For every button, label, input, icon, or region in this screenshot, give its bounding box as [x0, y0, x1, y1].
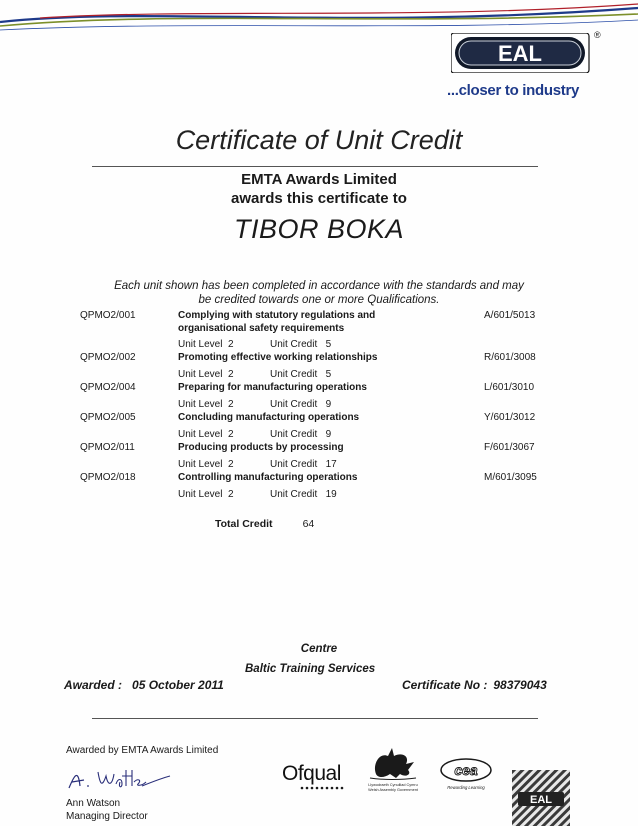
centre-label: Centre: [300, 643, 338, 655]
total-credit-value: 64: [302, 518, 315, 530]
footer-divider: [92, 718, 538, 719]
unit-credit-value: 9: [325, 399, 332, 410]
unit-code: QPMO2/002: [80, 352, 136, 363]
unit-level-value: 2: [228, 489, 234, 500]
unit-credit-value: 17: [325, 459, 337, 470]
unit-title: Controlling manufacturing operations: [178, 472, 358, 483]
title-divider: [92, 166, 538, 167]
unit-credit-label: Unit Credit: [270, 429, 318, 440]
unit-credit: [270, 399, 331, 410]
signature: [66, 762, 176, 796]
unit-credit: [270, 489, 337, 500]
unit-credit: [270, 429, 331, 440]
unit-ref: R/601/3008: [484, 352, 536, 363]
eal-logo: [451, 33, 591, 73]
unit-level-value: 2: [228, 369, 234, 380]
unit-row: [80, 442, 580, 472]
welsh-gov-line-2: Welsh Assembly Government: [368, 788, 418, 792]
unit-title: Producing products by processing: [178, 442, 344, 453]
unit-credit: [270, 339, 331, 350]
unit-credit-label: Unit Credit: [270, 369, 318, 380]
welsh-dragon-logo: [362, 744, 424, 794]
statement-line-2: be credited towards one or more Qualifications.: [198, 294, 440, 306]
issuer-line: awards this certificate to: [231, 190, 407, 207]
unit-title: Preparing for manufacturing operations: [178, 382, 367, 393]
unit-level-value: 2: [228, 399, 234, 410]
cea-logo-text: cea: [454, 762, 478, 778]
awarded-value: 05 October 2011: [132, 678, 224, 692]
units-list: [80, 310, 580, 502]
awarded-label: Awarded :: [64, 678, 123, 692]
unit-row: [80, 310, 580, 352]
unit-level: [178, 369, 234, 380]
unit-credit-value: 5: [325, 339, 332, 350]
signer-name: Ann Watson: [66, 798, 121, 809]
eal-badge-text: EAL: [530, 794, 552, 806]
statement: [0, 279, 638, 307]
unit-credit-label: Unit Credit: [270, 459, 318, 470]
unit-credit-label: Unit Credit: [270, 399, 318, 410]
awarded-date: [64, 678, 224, 692]
unit-code: QPMO2/001: [80, 310, 136, 321]
unit-code: QPMO2/011: [80, 442, 135, 453]
tagline-rest: to industry: [501, 82, 580, 99]
welsh-gov-line-1: Llywodraeth Cynulliad Cymru: [368, 783, 418, 787]
signer: [66, 797, 148, 823]
certificate-number-label: Certificate No :: [402, 678, 488, 692]
unit-credit-value: 5: [325, 369, 332, 380]
unit-credit-value: 19: [325, 489, 337, 500]
unit-level-label: Unit Level: [178, 399, 223, 410]
unit-level-label: Unit Level: [178, 369, 223, 380]
certificate-number: [402, 678, 547, 692]
unit-level-label: Unit Level: [178, 339, 223, 350]
unit-level-value: 2: [228, 429, 234, 440]
unit-ref: A/601/5013: [484, 310, 536, 321]
tagline-closer: closer: [458, 82, 502, 99]
tagline-dots: ...: [447, 82, 459, 99]
ofqual-logo: Ofqual: [282, 762, 341, 785]
issuer-block: [0, 170, 638, 208]
signer-title: Managing Director: [66, 811, 148, 822]
certificate-title: Certificate of Unit Credit: [175, 125, 463, 155]
unit-ref: M/601/3095: [484, 472, 537, 483]
unit-code: QPMO2/004: [80, 382, 136, 393]
unit-title: Concluding manufacturing operations: [178, 412, 360, 423]
total-credit-label: Total Credit: [215, 518, 273, 530]
unit-code: QPMO2/005: [80, 412, 136, 423]
unit-row: [80, 412, 580, 442]
cea-logo: [438, 757, 494, 793]
statement-line-1: Each unit shown has been completed in accordance with the standards and may: [114, 280, 524, 292]
cea-tagline: Rewarding Learning: [447, 785, 485, 790]
unit-level-label: Unit Level: [178, 489, 223, 500]
unit-credit-label: Unit Credit: [270, 339, 318, 350]
unit-row: [80, 382, 580, 412]
unit-ref: F/601/3067: [484, 442, 535, 453]
unit-credit: [270, 369, 331, 380]
unit-level-label: Unit Level: [178, 429, 223, 440]
unit-ref: Y/601/3012: [484, 412, 536, 423]
ofqual-dots-icon: [300, 786, 348, 790]
tagline: [447, 82, 579, 99]
unit-level-label: Unit Level: [178, 459, 223, 470]
unit-row: [80, 352, 580, 382]
unit-title: Complying with statutory regulations and organisational safety requirements: [178, 310, 376, 334]
unit-credit-value: 9: [325, 429, 332, 440]
recipient-name: TIBOR BOKA: [233, 214, 405, 244]
unit-level: [178, 459, 234, 470]
unit-title: Promoting effective working relationships: [178, 352, 378, 363]
unit-level: [178, 429, 234, 440]
unit-level-value: 2: [228, 339, 234, 350]
unit-credit: [270, 459, 337, 470]
centre-name: Baltic Training Services: [245, 663, 376, 675]
unit-level-value: 2: [228, 459, 234, 470]
issuer-name: EMTA Awards Limited: [241, 171, 397, 188]
unit-level: [178, 399, 234, 410]
certificate-number-value: 98379043: [493, 678, 547, 692]
total-credit: [215, 518, 314, 530]
unit-credit-label: Unit Credit: [270, 489, 318, 500]
unit-level: [178, 339, 234, 350]
unit-code: QPMO2/018: [80, 472, 136, 483]
unit-row: [80, 472, 580, 502]
eal-logo-text: EAL: [498, 41, 542, 66]
awarded-by: Awarded by EMTA Awards Limited: [66, 745, 219, 756]
eal-badge: [512, 770, 570, 826]
unit-ref: L/601/3010: [484, 382, 535, 393]
unit-level: [178, 489, 234, 500]
registered-mark: ®: [594, 30, 601, 40]
